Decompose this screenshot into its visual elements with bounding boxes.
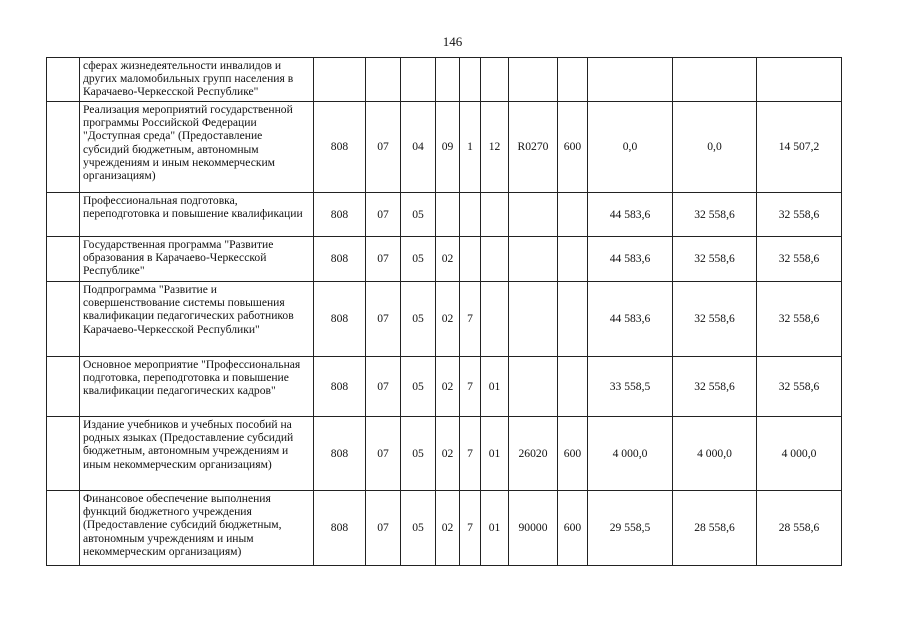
amount-year-3: [757, 58, 842, 102]
amount-year-1: 33 558,5: [588, 357, 673, 417]
ministry-code: 808: [314, 357, 366, 417]
amount-year-3: 32 558,6: [757, 193, 842, 237]
table-row: [47, 58, 842, 102]
section-code: 07: [366, 417, 401, 491]
subsection-code: 05: [401, 193, 436, 237]
amount-year-1: 0,0: [588, 102, 673, 193]
table-row: [47, 193, 842, 237]
subprogram-code: [460, 237, 481, 282]
activity-code: 12: [481, 102, 509, 193]
amount-year-1: [588, 58, 673, 102]
amount-year-3: 4 000,0: [757, 417, 842, 491]
table-row: [47, 417, 842, 491]
row-number-cell: [47, 237, 80, 282]
activity-code: [481, 237, 509, 282]
row-number-cell: [47, 282, 80, 357]
amount-year-1: 29 558,5: [588, 491, 673, 566]
table-row: [47, 357, 842, 417]
expense-type-code: [558, 237, 588, 282]
program-code: 02: [436, 282, 460, 357]
activity-code: [481, 282, 509, 357]
expense-type-code: 600: [558, 491, 588, 566]
item-name: Профессиональная подготовка, переподготовка и повышение квалификации: [80, 193, 314, 237]
expense-type-code: 600: [558, 417, 588, 491]
subsection-code: 05: [401, 357, 436, 417]
activity-code: 01: [481, 417, 509, 491]
ministry-code: 808: [314, 491, 366, 566]
subsection-code: 05: [401, 237, 436, 282]
expense-type-code: [558, 357, 588, 417]
direction-code: [509, 357, 558, 417]
subsection-code: [401, 58, 436, 102]
page-number: 146: [442, 34, 463, 49]
amount-year-2: 32 558,6: [673, 357, 757, 417]
budget-table: [46, 57, 842, 566]
program-code: 02: [436, 491, 460, 566]
amount-year-2: 28 558,6: [673, 491, 757, 566]
subsection-code: 05: [401, 282, 436, 357]
item-name: Реализация мероприятий государственной программы Российской Федерации "Доступная среда" (Предоставление субсидий бюджетным, автономным учреждениям и иным некоммерческим организациям): [80, 102, 314, 193]
subprogram-code: 7: [460, 357, 481, 417]
section-code: 07: [366, 282, 401, 357]
item-name: Финансовое обеспечение выполнения функций бюджетного учреждения (Предоставление субсидий бюджетным, автономным учреждениям и иным некоммерческим организациям): [80, 491, 314, 566]
amount-year-3: 28 558,6: [757, 491, 842, 566]
activity-code: 01: [481, 491, 509, 566]
ministry-code: 808: [314, 417, 366, 491]
direction-code: [509, 193, 558, 237]
ministry-code: 808: [314, 237, 366, 282]
subprogram-code: 7: [460, 491, 481, 566]
item-name: Издание учебников и учебных пособий на родных языках (Предоставление субсидий бюджетным, автономным учреждениям и иным некоммерческим организациям): [80, 417, 314, 491]
amount-year-3: 32 558,6: [757, 357, 842, 417]
table-row: [47, 491, 842, 566]
subprogram-code: [460, 58, 481, 102]
subprogram-code: 1: [460, 102, 481, 193]
amount-year-3: 32 558,6: [757, 237, 842, 282]
program-code: 02: [436, 357, 460, 417]
row-number-cell: [47, 58, 80, 102]
amount-year-3: 14 507,2: [757, 102, 842, 193]
section-code: [366, 58, 401, 102]
amount-year-2: 32 558,6: [673, 282, 757, 357]
ministry-code: 808: [314, 193, 366, 237]
row-number-cell: [47, 193, 80, 237]
item-name: сферах жизнедеятельности инвалидов и других маломобильных групп населения в Карачаево-Черкесской Республике": [80, 58, 314, 102]
ministry-code: 808: [314, 282, 366, 357]
amount-year-2: 32 558,6: [673, 193, 757, 237]
direction-code: [509, 237, 558, 282]
amount-year-1: 44 583,6: [588, 193, 673, 237]
section-code: 07: [366, 102, 401, 193]
expense-type-code: [558, 58, 588, 102]
expense-type-code: 600: [558, 102, 588, 193]
row-number-cell: [47, 357, 80, 417]
direction-code: [509, 282, 558, 357]
subprogram-code: 7: [460, 417, 481, 491]
section-code: 07: [366, 491, 401, 566]
table-row: [47, 282, 842, 357]
direction-code: [509, 58, 558, 102]
subsection-code: 05: [401, 491, 436, 566]
amount-year-2: 0,0: [673, 102, 757, 193]
item-name: Основное мероприятие "Профессиональная подготовка, переподготовка и повышение квалификации педагогических кадров": [80, 357, 314, 417]
subprogram-code: 7: [460, 282, 481, 357]
activity-code: [481, 58, 509, 102]
ministry-code: [314, 58, 366, 102]
program-code: 09: [436, 102, 460, 193]
amount-year-3: 32 558,6: [757, 282, 842, 357]
expense-type-code: [558, 282, 588, 357]
activity-code: 01: [481, 357, 509, 417]
amount-year-2: [673, 58, 757, 102]
section-code: 07: [366, 357, 401, 417]
amount-year-2: 4 000,0: [673, 417, 757, 491]
subsection-code: 04: [401, 102, 436, 193]
program-code: [436, 58, 460, 102]
table-row: [47, 102, 842, 193]
row-number-cell: [47, 102, 80, 193]
amount-year-2: 32 558,6: [673, 237, 757, 282]
amount-year-1: 4 000,0: [588, 417, 673, 491]
section-code: 07: [366, 193, 401, 237]
activity-code: [481, 193, 509, 237]
program-code: 02: [436, 417, 460, 491]
row-number-cell: [47, 491, 80, 566]
row-number-cell: [47, 417, 80, 491]
amount-year-1: 44 583,6: [588, 282, 673, 357]
item-name: Подпрограмма "Развитие и совершенствование системы повышения квалификации педагогических работников Карачаево-Черкесской Республики": [80, 282, 314, 357]
direction-code: 90000: [509, 491, 558, 566]
item-name: Государственная программа "Развитие образования в Карачаево-Черкесской Республике": [80, 237, 314, 282]
subprogram-code: [460, 193, 481, 237]
program-code: [436, 193, 460, 237]
ministry-code: 808: [314, 102, 366, 193]
table-row: [47, 237, 842, 282]
subsection-code: 05: [401, 417, 436, 491]
section-code: 07: [366, 237, 401, 282]
direction-code: R0270: [509, 102, 558, 193]
direction-code: 26020: [509, 417, 558, 491]
amount-year-1: 44 583,6: [588, 237, 673, 282]
program-code: 02: [436, 237, 460, 282]
expense-type-code: [558, 193, 588, 237]
